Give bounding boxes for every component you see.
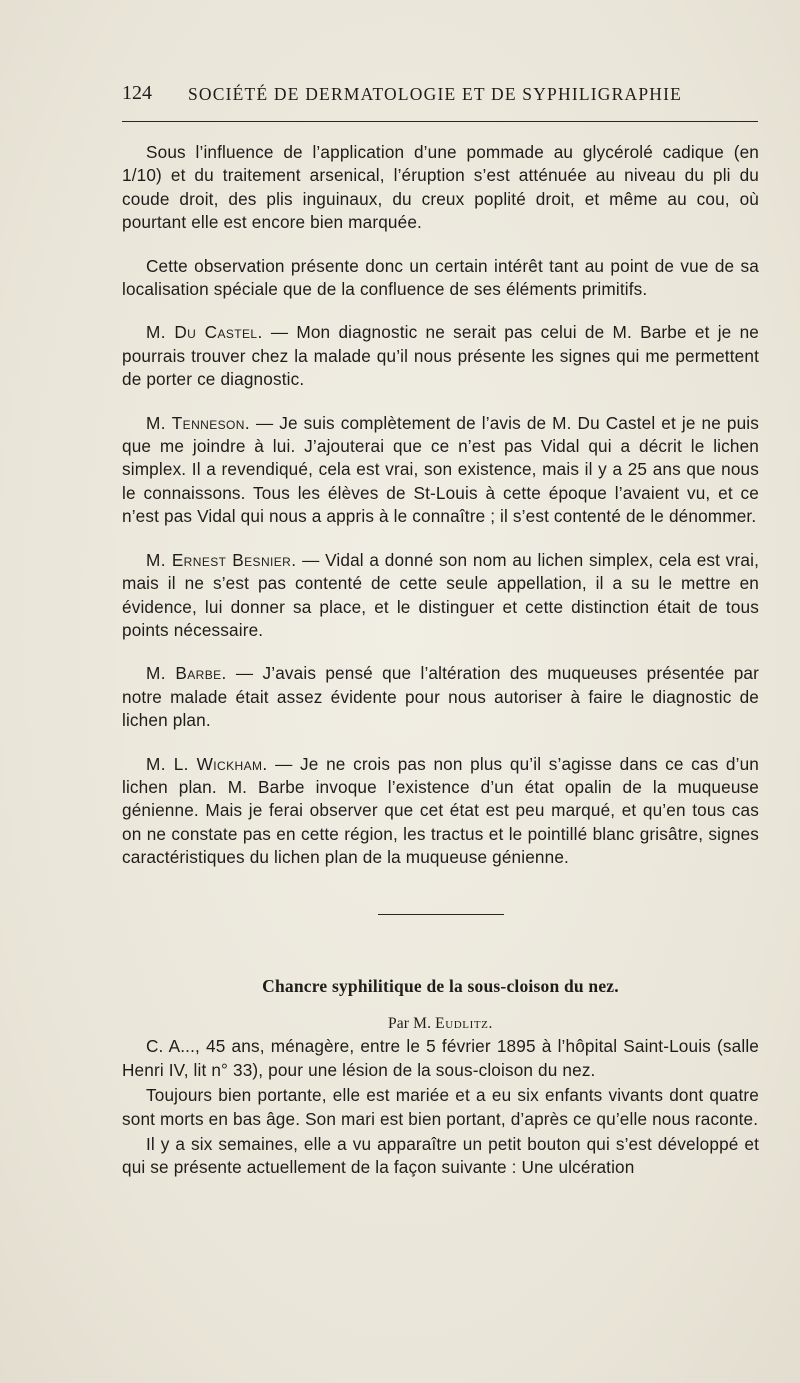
speaker-name: M. Tenneson. — [146, 412, 250, 433]
paragraph: Toujours bien portante, elle est mariée et a eu six enfants vivants dont quatre sont morts en bas âge. Son mari est bien portant, d’après ce qu’elle nous raconte. — [122, 1085, 759, 1129]
running-title: SOCIÉTÉ DE DERMATOLOGIE ET DE SYPHILIGRAPHIE — [188, 84, 683, 104]
speaker-name: M. Barbe. — [146, 663, 227, 684]
speaker-name: M. Du Castel. — [146, 322, 263, 343]
discussion-paragraph — [122, 321, 759, 391]
speaker-name: M. L. Wickham. — [146, 753, 268, 774]
page-body — [122, 141, 759, 1180]
section-divider — [378, 914, 504, 915]
speaker-name: M. Ernest Besnier. — [146, 549, 297, 570]
page-header — [122, 82, 758, 112]
paragraph: Cette observation présente donc un certain intérêt tant au point de vue de sa localisation spéciale que de la confluence de ses éléments primitifs. — [122, 255, 759, 300]
speaker-text: — Je suis complètement de l’avis de M. Du Castel et je ne puis que me joindre à lui. J’ajouterai que ce n’est pas Vidal qui a décrit le lichen simplex. Il a revendiqué, cela est vrai, son existence, mais il y a 25 ans que nous le connaissons. Tous les élèves de St-Louis à cette époque l’avaient vu, et ce n’est pas Vidal qui nous a appris à le connaître ; il s’est contenté de le dénommer. — [122, 412, 759, 527]
article-byline — [122, 1012, 759, 1035]
discussion-paragraph — [122, 549, 759, 643]
speaker-text: — Vidal a donné son nom au lichen simplex, cela est vrai, mais il ne s’est pas contenté de cette seule appellation, il a su le mettre en évidence, lui donner sa place, et le distinguer et cette distinction était de tous points nécessaire. — [122, 549, 759, 640]
byline-author: Eudlitz. — [435, 1014, 493, 1032]
discussion-paragraph — [122, 662, 759, 732]
speaker-text: — Mon diagnostic ne serait pas celui de M. Barbe et je ne pourrais trouver chez la malade qu’il nous présente les signes qui me permettent de porter ce diagnostic. — [122, 322, 760, 390]
speaker-text: — J’avais pensé que l’altération des muqueuses présentée par notre malade était assez évidente pour nous autoriser à faire le diagnostic de lichen plan. — [122, 663, 760, 731]
article-title: Chancre syphilitique de la sous-cloison du nez. — [262, 975, 619, 996]
discussion-paragraph — [122, 412, 759, 529]
discussion-paragraph — [122, 753, 759, 870]
header-rule — [122, 121, 758, 122]
paragraph: Sous l’influence de l’application d’une pommade au glycérolé cadique (en 1/10) et du traitement arsenical, l’éruption s’est atténuée au niveau du pli du coude droit, des plis inguinaux, du creux poplité droit, et même au cou, où pourtant elle est encore bien marquée. — [122, 142, 759, 233]
paragraph: Il y a six semaines, elle a vu apparaître un petit bouton qui s’est développé et qui se présente actuellement de la façon suivante : Une ulcération — [122, 1134, 759, 1178]
paragraph: C. A..., 45 ans, ménagère, entre le 5 février 1895 à l’hôpital Saint-Louis (salle Henri IV, lit n° 33), pour une lésion de la sous-cloison du nez. — [122, 1036, 759, 1080]
speaker-text: — Je ne crois pas non plus qu’il s’agisse dans ce cas d’un lichen plan. M. Barbe invoque l’existence d’un état opalin de la muqueuse génienne. Mais je ferai observer que cet état est peu marqué, et qu’en tous cas on ne constate pas en cette région, les tractus et le pointillé blanc grisâtre, signes caractéristiques du lichen plan de la muqueuse génienne. — [122, 753, 759, 868]
page-number: 124 — [122, 82, 152, 104]
byline-prefix: Par M. — [388, 1014, 436, 1032]
